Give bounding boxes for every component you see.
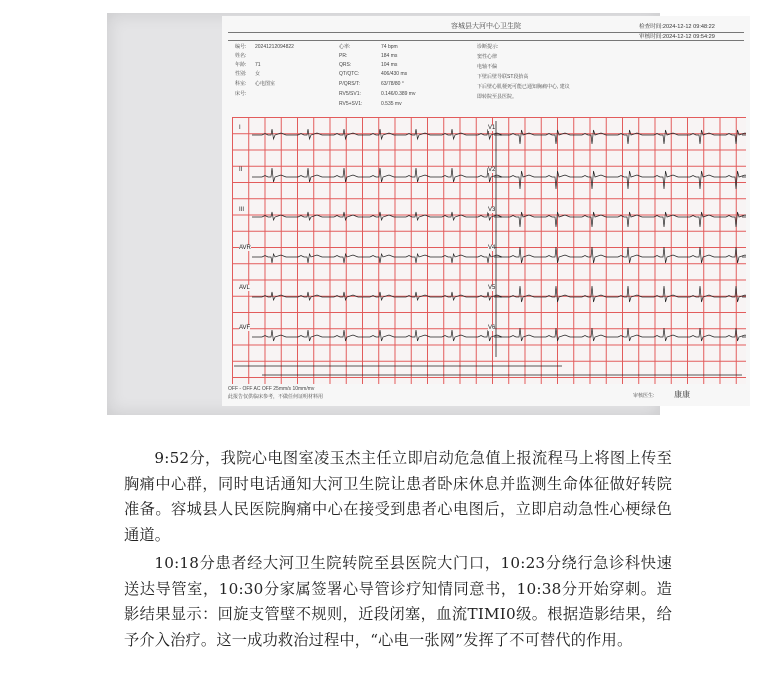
ecg-trace: [500, 328, 746, 341]
measure-value: 0.146/0.389 mv: [381, 91, 416, 97]
patient-value: 心电图室: [255, 81, 276, 87]
ecg-trace: [252, 212, 502, 220]
patient-label: 性别:: [235, 71, 247, 77]
measure-value: 74 bpm: [381, 44, 398, 50]
diagnosis-title: 诊断提示:: [477, 44, 499, 50]
footer-note: 此报告仅供临床参考，不做任何证明材料用: [228, 394, 324, 400]
ecg-trace: [500, 212, 746, 227]
measure-label: RV5+SV1:: [339, 101, 363, 107]
footer-settings: OFF - OFF AC OFF 25mm/s 10mm/mv: [228, 386, 315, 392]
ecg-grid: [232, 117, 746, 384]
ecg-trace: [500, 130, 746, 144]
reviewer-label: 审核医生:: [633, 393, 655, 399]
patient-value: 71: [255, 62, 261, 68]
patient-label: 年龄:: [235, 62, 247, 68]
measure-label: QRS:: [339, 62, 352, 68]
measure-label: P/QRS/T:: [339, 81, 360, 87]
patient-value: 20241212094822: [255, 44, 294, 50]
lead-label: III: [239, 207, 245, 213]
check-time: 检查时间:2024-12-12 09:48:22: [639, 24, 715, 30]
measure-value: 104 ms: [381, 62, 398, 68]
measure-value: 406/430 ms: [381, 71, 408, 77]
ecg-trace: [252, 292, 502, 300]
lead-label: V6: [488, 325, 496, 331]
diagnosis-line: 电轴不偏: [477, 64, 498, 70]
ecg-trace: [500, 286, 746, 302]
ecg-report-photo: [107, 13, 715, 415]
lead-label: AVF: [239, 325, 251, 331]
lead-label: V1: [488, 125, 496, 131]
lead-label: V2: [488, 167, 496, 173]
lead-label: AVR: [239, 245, 251, 251]
patient-label: 床号:: [235, 91, 247, 97]
review-time: 审核时间:2024-12-12 09:54:29: [639, 34, 715, 40]
ecg-trace: [500, 247, 746, 263]
measure-value: 0.535 mv: [381, 101, 402, 107]
lead-label: AVL: [239, 285, 250, 291]
measure-label: QT/QTC:: [339, 71, 360, 77]
reviewer-signature: 康康: [674, 390, 690, 399]
diagnosis-line: 下壁后壁导联ST段抬高: [477, 74, 529, 80]
header-rule-2: [228, 40, 744, 41]
ecg-trace: [252, 254, 502, 263]
ecg-trace: [252, 129, 502, 139]
article-paragraph: 9:52分，我院心电图室凌玉杰主任立即启动危急值上报流程马上将图上传至胸痛中心群，同时电话通知大河卫生院让患者卧床休息并监测生命体征做好转院准备。容城县人民医院胸痛中心在接受到患者心电图后，立即启动急性心梗绿色通道。: [124, 449, 672, 544]
rhythm-strip: [234, 366, 742, 375]
ecg-report-sheet: [222, 16, 750, 406]
lead-label: II: [239, 167, 243, 173]
article-body: [124, 446, 672, 656]
article-paragraph: 10:18分患者经大河卫生院转院至县医院大门口，10:23分绕行急诊科快速送达导管室，10:30分家属签署心导管诊疗知情同意书，10:38分开始穿刺。造影结果显示：回旋支管壁不规则，近段闭塞，血流TIMI0级。根据造影结果，给予介入治疗。这一成功救治过程中，“心电一张网”发挥了不可替代的作用。: [124, 554, 672, 649]
hospital-title: 容城县大河中心卫生院: [451, 22, 521, 30]
lead-label: V4: [488, 245, 496, 251]
patient-label: 姓名:: [235, 53, 247, 59]
patient-label: 科室:: [235, 81, 247, 87]
lead-label: I: [239, 125, 241, 131]
measure-value: 63/78/80 °: [381, 81, 404, 87]
diagnosis-line: 即转院至县医院。: [477, 94, 518, 100]
diagnosis-line: 窦性心律: [477, 54, 498, 60]
measure-value: 184 ms: [381, 53, 398, 59]
ecg-trace: [500, 171, 746, 189]
lead-label: V3: [488, 207, 496, 213]
ecg-trace: [252, 330, 502, 341]
ecg-trace: [252, 168, 502, 182]
patient-value: 女: [255, 71, 261, 77]
patient-label: 编号:: [235, 44, 247, 50]
lead-label: V5: [488, 285, 496, 291]
header-rule: [228, 32, 744, 33]
measure-label: PR:: [339, 53, 348, 59]
measure-label: RV5/SV1:: [339, 91, 361, 97]
diagnosis-line: 下后壁心肌梗死可能已通知胸痛中心, 建议: [477, 84, 570, 90]
measure-label: 心率:: [339, 44, 351, 50]
